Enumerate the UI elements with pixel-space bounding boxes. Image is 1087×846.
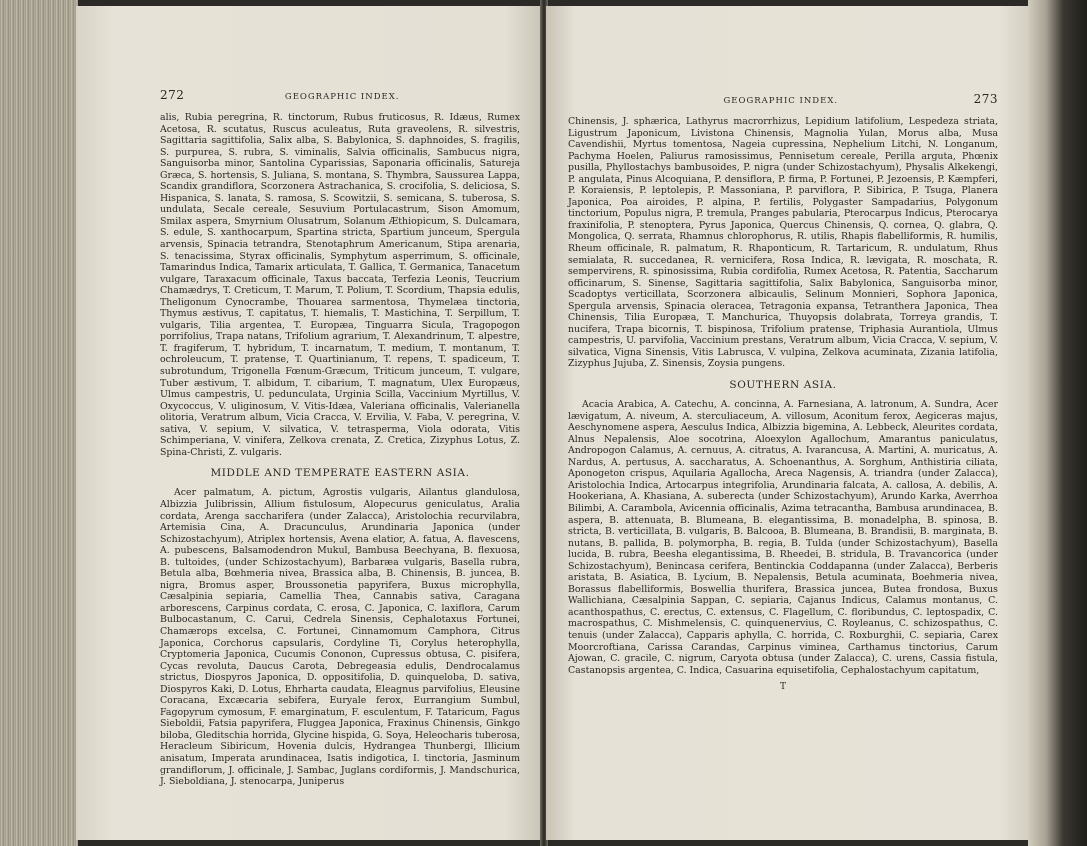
right-section-heading: SOUTHERN ASIA. [729, 379, 837, 392]
signature-mark: T [779, 682, 786, 693]
right-page-header [568, 92, 998, 106]
left-running-head: GEOGRAPHIC INDEX. [284, 92, 400, 102]
right-page-number: 273 [973, 92, 998, 106]
left-page [76, 6, 542, 840]
book-edge-right [1028, 0, 1087, 846]
left-paragraph-2: Acer palmatum, A. pictum, Agrostis vulgaris, Ailantus glandulosa, Albizzia Julibrissin, Allium fistulosum, Alopecurus geniculatus, Aralia cordata, Arenga saccharifera (under Zalacca), Aristolochia recurvilabra, Artemisia Cina, A. Dracunculus, Arundinaria Japonica (under Schizostachyum), Atriplex hortensis, Avena elatior, A. fatua, A. flavescens, A. pubescens, Balsamodendron Mukul, Bambusa Beechyana, B. flexuosa, B. tultoides, (under Schizostachyum), Barbaræa vulgaris, Basella rubra, Betula alba, Bœhmeria nivea, Brassica alba, B. Chinensis, B. juncea, B. nigra, Bromus asper, Broussonetia papyrifera, Buxus microphylla, Cæsalpinia sepiaria, Camellia Thea, Cannabis sativa, Caragana arborescens, Carpinus cordata, C. erosa, C. Japonica, C. laxiflora, Carum Bulbocastanum, C. Carui, Cedrela Sinensis, Cephalotaxus Fortunei, Chamærops excelsa, C. Fortunei, Cinnamomum Camphora, Citrus Japonica, Corchorus capsularis, Cordyline Ti, Corylus heterophylla, Cryptomeria Japonica, Cucumis Cononon, Cupressus obtusa, C. pisifera, Cycas revoluta, Daucus Carota, Debregeasia edulis, Dendrocalamus strictus, Diospyros Japonica, D. oppositifolia, D. quinqueloba, D. sativa, Diospyros Kaki, D. Lotus, Ehrharta caudata, Eleagnus parvifolius, Eleusine Coracana, Excæcaria sebifera, Euryale ferox, Eurrangium Sumbul, Fagopyrum cymosum, F. emarginatum, F. esculentum, F. Tataricum, Fagus Sieboldii, Fatsia papyrifera, Fluggea Japonica, Fraxinus Chinensis, Ginkgo biloba, Gleditschia horrida, Glycine hispida, G. Soya, Heleocharis tuberosa, Heracleum Sibiricum, Hovenia dulcis, Hydrangea Thunbergi, Illicium anisatum, Imperata arundinacea, Isatis indigotica, I. tinctoria, Jasminum grandiflorum, J. officinale, J. Sambac, Juglans cordiformis, J. Mandschurica, J. Sieboldiana, J. stenocarpa, Juniperus [160, 487, 520, 788]
right-running-head: GEOGRAPHIC INDEX. [723, 96, 839, 106]
left-page-header [160, 88, 520, 102]
left-section-heading: MIDDLE AND TEMPERATE EASTERN ASIA. [210, 467, 470, 480]
left-paragraph-1: alis, Rubia peregrina, R. tinctorum, Rubus fruticosus, R. Idæus, Rumex Acetosa, R. scutatus, Ruscus aculeatus, Ruta graveolens, R. silvestris, Sagittaria sagittifolia, Salix alba, S. Babylonica, S. daphnoides, S. fragilis, S. purpurea, S. rubra, S. viminalis, Salvia officinalis, Sambucus nigra, Sanguisorba minor, Santolina Cyparissias, Saponaria officinalis, Satureja Græca, S. hortensis, S. Juliana, S. montana, S. Thymbra, Saussurea Lappa, Scandix grandiflora, Scorzonera Astrachanica, S. crocifolia, S. deliciosa, S. Hispanica, S. lanata, S. ramosa, S. Scowitzii, S. semicana, S. tuberosa, S. undulata, Secale cereale, Sesuvium Portulacastrum, Sison Amomum, Smilax aspera, Smyrnium Olusatrum, Solanum Æthiopicum, S. Dulcamara, S. edule, S. xanthocarpum, Spartina stricta, Spartium junceum, Spergula arvensis, Spinacia tetrandra, Stenotaphrum Americanum, Stipa arenaria, S. tenacissima, Styrax officinalis, Symphytum asperrimum, S. officinale, Tamarindus Indica, Tamarix articulata, T. Gallica, T. Germanica, Tanacetum vulgare, Taraxacum officinale, Taxus baccata, Terfezia Leonis, Teucrium Chamædrys, T. Creticum, T. Marum, T. Polium, T. Scordium, Thapsia edulis, Theligonum Cynocrambe, Thouarea sarmentosa, Thymelæa tinctoria, Thymus æstivus, T. capitatus, T. hiemalis, T. Mastichina, T. Serpillum, T. vulgaris, Tilia argentea, T. Europæa, Tinguarra Sicula, Tragopogon porrifolius, Trapa natans, Trifolium agrarium, T. Alexandrinum, T. alpestre, T. fragiferum, T. hybridum, T. incarnatum, T. medium, T. montanum, T. ochroleucum, T. pratense, T. Quartinianum, T. repens, T. spadiceum, T. subrotundum, Trigonella Fœnum-Græcum, Triticum junceum, T. vulgare, Tuber æstivum, T. albidum, T. cibarium, T. magnatum, Ulex Europæus, Ulmus campestris, U. pedunculata, Urginia Scilla, Vaccinium Myrtillus, V. Oxycoccus, V. uliginosum, V. Vitis-Idæa, Valeriana officinalis, Valerianella olitoria, Veratrum album, Vicia Cracca, V. Ervilia, V. Faba, V. peregrina, V. sativa, V. sepium, V. silvatica, V. tetrasperma, Viola odorata, Vitis Schimperiana, V. vinifera, Zelkova crenata, Z. Cretica, Zizyphus Lotus, Z. Spina-Christi, Z. vulgaris. [160, 112, 520, 458]
left-page-number: 272 [160, 88, 185, 102]
right-paragraph-1: Chinensis, J. sphærica, Lathyrus macrorrhizus, Lepidium latifolium, Lespedeza striata, Ligustrum Japonicum, Livistona Chinensis, Magnolia Yulan, Morus alba, Musa Cavendishii, Myrtus tomentosa, Nageia cupressina, Nephelium Litchi, N. Longanum, Pachyma Hoelen, Paliurus ramosissimus, Pennisetum cereale, Perilla arguta, Phœnix pusilla, Phyllostachys bambusoides, P. nigra (under Schizostachyum), Physalis Alkekengi, P. angulata, Pinus Alcoquiana, P. densiflora, P. firma, P. Fortunei, P. Jezoensis, P. Kæmpferi, P. Koraiensis, P. leptolepis, P. Massoniana, P. parviflora, P. Sibirica, P. Tsuga, Planera Japonica, Poa airoides, P. alpina, P. fertilis, Polygaster Sampadarius, Polygonum tinctorium, Populus nigra, P. tremula, Pranges pabularia, Pterocarpus Indicus, Pterocarya fraxinifolia, P. stenoptera, Pyrus Japonica, Quercus Chinensis, Q. cornea, Q. glabra, Q. Mongolica, Q. serrata, Rhamnus chlorophorus, R. utilis, Rhapis flabelliformis, R. humilis, Rheum officinale, R. palmatum, R. Rhaponticum, R. Tartaricum, R. undulatum, Rhus semialata, R. succedanea, R. vernicifera, Rosa Indica, R. lævigata, R. moschata, R. sempervirens, R. spinosissima, Rubia cordifolia, Rumex Acetosa, R. Patentia, Saccharum officinarum, S. Sinense, Sagittaria sagittifolia, Salix Babylonica, Sanguisorba minor, Scadoptys verticillata, Scorzonera albicaulis, Selinum Monnieri, Sophora Japonica, Spergula arvensis, Spinacia oleracea, Tetragonia expansa, Tetranthera Japonica, Thea Chinensis, Tilia Europæa, T. Manchurica, Thuyopsis dolabrata, Torreya grandis, T. nucifera, Trapa bicornis, T. bispinosa, Trifolium pratense, Triphasia Aurantiola, Ulmus campestris, U. parvifolia, Vaccinium prestans, Veratrum album, Vicia Cracca, V. sepium, V. silvatica, Vigna Sinensis, Vitis Labrusca, V. vulpina, Zelkova acuminata, Zizania latifolia, Zizyphus Jujuba, Z. Sinensis, Zoysia pungens. [568, 116, 998, 370]
book-edge-left [0, 0, 78, 846]
right-page [546, 6, 1028, 840]
right-paragraph-2: Acacia Arabica, A. Catechu, A. concinna, A. Farnesiana, A. latronum, A. Sundra, Acer lævigatum, A. niveum, A. sterculiaceum, A. villosum, Aconitum ferox, Aegiceras majus, Aeschynomene aspera, Aesculus Indica, Albizzia bigemina, A. Lebbeck, Aleurites cordata, Alnus Nepalensis, Aloe socotrina, Aloexylon Agallochum, Amarantus paniculatus, Andropogon Calamus, A. cernuus, A. citratus, A. Ivarancusa, A. Martini, A. muricatus, A. Nardus, A. pertusus, A. saccharatus, A. Schoenanthus, A. Sorghum, Anthistiria ciliata, Aponogeton crispus, Aquilaria Agallocha, Areca Nagensis, A. triandra (under Zalacca), Aristolochia Indica, Artocarpus integrifolia, Arundinaria falcata, A. callosa, A. debilis, A. Hookeriana, A. Khasiana, A. suberecta (under Schizostachyum), Arundo Karka, Averrhoa Bilimbi, A. Carambola, Avicennia officinalis, Azima tetracantha, Bambusa arundinacea, B. aspera, B. attenuata, B. Blumeana, B. elegantissima, B. monadelpha, B. spinosa, B. stricta, B. verticillata, B. vulgaris, B. Balcooa, B. Blumeana, B. Brandisii, B. marginata, B. nutans, B. pallida, B. polymorpha, B. regia, B. Tulda (under Schizostachyum), Basella lucida, B. rubra, Beesha elegantissima, B. Rheedei, B. stridula, B. Travancorica (under Schizostachyum), Benincasa cerifera, Bentinckia Coddapanna (under Zalacca), Berberis aristata, B. Asiatica, B. Lycium, B. Nepalensis, Betula acuminata, Boehmeria nivea, Borassus flabelliformis, Boswellia thurifera, Brassica juncea, Butea frondosa, Buxus Wallichiana, Cæsalpinia Sappan, C. sepiaria, Cajanus Indicus, Calamus montanus, C. acanthospathus, C. erectus, C. extensus, C. Flagellum, C. floribundus, C. leptospadix, C. macrospathus, C. Mishmelensis, C. quinquenervius, C. Royleanus, C. schizospathus, C. tenuis (under Zalacca), Capparis aphylla, C. horrida, C. Roxburghii, C. sepiaria, Carex Moorcroftiana, Carissa Carandas, Carpinus viminea, Carthamus tinctorius, Carum Ajowan, C. gracile, C. nigrum, Caryota obtusa (under Zalacca), C. urens, Cassia fistula, Castanopsis argentea, C. Indica, Casuarina equisetifolia, Cephalostachyum capitatum, [568, 399, 998, 676]
